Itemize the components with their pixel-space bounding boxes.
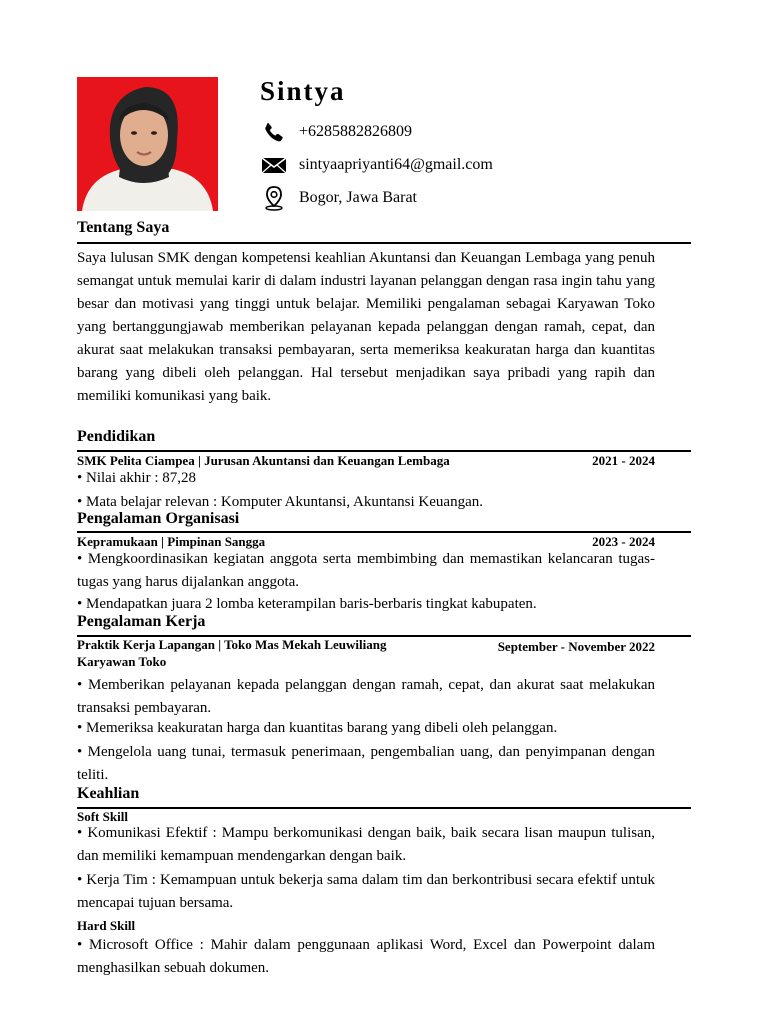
contact-phone: [260, 118, 413, 146]
skills-divider: [77, 807, 691, 809]
about-section-title: Tentang Saya: [77, 219, 170, 236]
soft-skill-title: Soft Skill: [77, 809, 128, 824]
work-position: Karyawan Toko: [77, 654, 167, 669]
contact-location: [260, 184, 417, 212]
work-role: Praktik Kerja Lapangan | Toko Mas Mekah Leuwiliang: [77, 637, 387, 652]
about-paragraph: Saya lulusan SMK dengan kompetensi keahlian Akuntansi dan Keuangan Lembaga yang penuh semangat untuk memulai karir di dalam industri layanan pelanggan dengan rasa ingin tahu yang besar dan motivasi yang tinggi untuk belajar. Memiliki pengalaman sebagai Karyawan Toko yang bertanggungjawab memberikan pelayanan kepada pelanggan dengan ramah, cepat, dan akurat saat melakukan transaksi pembayaran, serta memeriksa keakuratan harga dan kuantitas barang yang dibeli oleh pelanggan. Hal tersebut menjadikan saya pribadi yang rapih dan memiliki komunikasi yang baik.: [77, 250, 655, 404]
organization-period: 2023 - 2024: [592, 534, 655, 549]
candidate-name: Sintya: [260, 76, 346, 106]
work-bullet: • Memberikan pelayanan kepada pelanggan dengan ramah, cepat, dan akurat saat melakukan transaksi pembayaran.: [77, 677, 655, 716]
about-divider: [77, 242, 691, 244]
organization-bullet: • Mengkoordinasikan kegiatan anggota serta membimbing dan memastikan kelancaran tugas-tugas yang harus dijalankan anggota.: [77, 551, 655, 590]
work-bullet: • Mengelola uang tunai, termasuk penerimaan, pengembalian uang, dan penyimpanan dengan teliti.: [77, 744, 655, 783]
envelope-icon: [260, 151, 288, 179]
phone-icon: [260, 118, 288, 146]
work-bullet: • Memeriksa keakuratan harga dan kuantitas barang yang dibeli oleh pelanggan.: [77, 720, 558, 736]
hard-skill-item: • Microsoft Office : Mahir dalam penggunaan aplikasi Word, Excel dan Powerpoint dalam menghasilkan sebuah dokumen.: [77, 937, 655, 976]
profile-photo: [77, 77, 218, 211]
soft-skill-item: • Kerja Tim : Kemampuan untuk bekerja sama dalam tim dan berkontribusi secara efektif untuk mencapai tujuan bersama.: [77, 872, 655, 911]
education-bullet: • Nilai akhir : 87,28: [77, 470, 196, 486]
contact-email: [260, 151, 493, 179]
location-text: Bogor, Jawa Barat: [299, 189, 417, 206]
education-section-title: Pendidikan: [77, 428, 156, 445]
education-divider: [77, 450, 691, 452]
organization-role: Kepramukaan | Pimpinan Sangga: [77, 534, 266, 549]
hard-skill-title: Hard Skill: [77, 918, 136, 933]
education-period: 2021 - 2024: [592, 453, 655, 468]
email-address: sintyaapriyanti64@gmail.com: [299, 156, 493, 173]
organization-bullet: • Mendapatkan juara 2 lomba keterampilan baris-berbaris tingkat kabupaten.: [77, 596, 537, 612]
organization-section-title: Pengalaman Organisasi: [77, 510, 240, 527]
phone-number: +6285882826809: [299, 123, 413, 140]
work-section-title: Pengalaman Kerja: [77, 613, 206, 630]
organization-divider: [77, 531, 691, 533]
map-pin-icon: [260, 184, 288, 212]
education-school: SMK Pelita Ciampea | Jurusan Akuntansi dan Keuangan Lembaga: [77, 453, 450, 468]
work-period: September - November 2022: [497, 639, 655, 654]
skills-section-title: Keahlian: [77, 785, 140, 802]
education-bullet: • Mata belajar relevan : Komputer Akuntansi, Akuntansi Keuangan.: [77, 494, 483, 510]
profile-photo-illustration: [77, 77, 218, 211]
soft-skill-item: • Komunikasi Efektif : Mampu berkomunikasi dengan baik, baik secara lisan maupun tulisan, dan memiliki kemampuan mendengarkan dengan baik.: [77, 825, 655, 864]
